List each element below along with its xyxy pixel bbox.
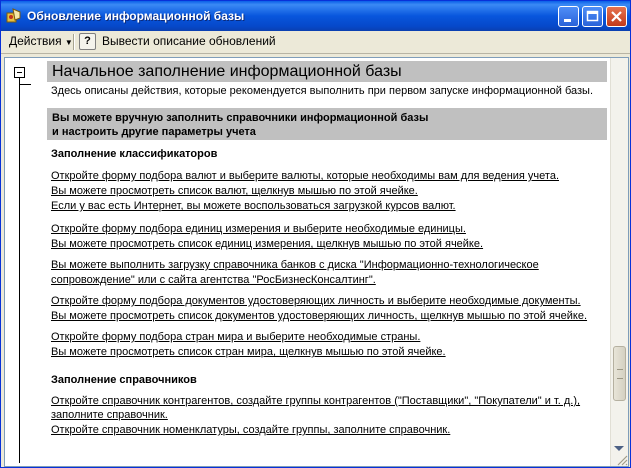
link-currency-rates[interactable]: Если у вас есть Интернет, вы можете воспользоваться загрузкой курсов валют. xyxy=(51,200,456,212)
section-classifiers-title: Заполнение классификаторов xyxy=(51,148,218,160)
link-counterparties[interactable]: Откройте справочник контрагентов, создайте группы контрагентов ("Поставщики", "Покупатели" и т. д.), xyxy=(51,395,581,407)
scroll-down-arrow-icon[interactable] xyxy=(614,446,624,451)
outline-line xyxy=(19,78,20,463)
link-countries-list[interactable]: Вы можете просмотреть список стран мира, щелкнув мышью по этой ячейке. xyxy=(51,346,446,358)
page-subtitle: Здесь описаны действия, которые рекомендуется выполнить при первом запуске информационной базы. xyxy=(51,85,594,97)
toolbar xyxy=(1,31,630,54)
link-currency-list[interactable]: Вы можете просмотреть список валют, щелкнув мышью по этой ячейке. xyxy=(51,185,418,197)
document-panel xyxy=(4,57,629,467)
instructions-banner xyxy=(47,108,607,140)
scrollbar-thumb[interactable] xyxy=(613,346,626,401)
minimize-icon xyxy=(559,7,578,26)
link-currency-select[interactable]: Откройте форму подбора валют и выберите валюты, которые необходимы вам для ведения учета. xyxy=(51,170,560,182)
link-countries-select[interactable]: Откройте форму подбора стран мира и выберите необходимые страны. xyxy=(51,331,421,343)
help-icon[interactable]: ? xyxy=(79,33,96,50)
describe-updates-button[interactable]: Вывести описание обновлений xyxy=(102,34,276,48)
link-units-select[interactable]: Откройте форму подбора единиц измерения и выберите необходимые единицы. xyxy=(51,223,466,235)
minimize-button[interactable] xyxy=(558,6,579,27)
outline-gutter xyxy=(5,58,33,466)
actions-menu[interactable] xyxy=(9,34,73,48)
toolbar-divider xyxy=(73,34,75,50)
maximize-button[interactable] xyxy=(582,6,603,27)
close-button[interactable] xyxy=(606,6,627,27)
banner-line-2: и настроить другие параметры учета xyxy=(52,126,256,138)
actions-menu-label: Действия xyxy=(9,34,62,48)
link-counterparties-cont[interactable]: заполните справочник. xyxy=(51,409,168,421)
section-catalogs-title: Заполнение справочников xyxy=(51,374,197,386)
maximize-icon xyxy=(583,7,602,26)
link-banks-load-cont[interactable]: сопровождение" или с сайта агентства "РосБизнесКонсалтинг". xyxy=(51,274,376,286)
link-nomenclature[interactable]: Откройте справочник номенклатуры, создайте группы, заполните справочник. xyxy=(51,424,451,436)
title-bar[interactable] xyxy=(1,1,630,31)
window-title: Обновление информационной базы xyxy=(27,9,245,23)
link-id-docs-list[interactable]: Вы можете просмотреть список документов удостоверяющих личность, щелкнув мышью по этой ячейке. xyxy=(51,310,588,322)
collapse-toggle-icon[interactable] xyxy=(14,67,25,78)
link-banks-load[interactable]: Вы можете выполнить загрузку справочника банков с диска "Информационно-технологическое xyxy=(51,259,539,271)
document-content xyxy=(43,58,608,466)
link-units-list[interactable]: Вы можете просмотреть список единиц измерения, щелкнув мышью по этой ячейке. xyxy=(51,238,484,250)
resize-grip-icon[interactable] xyxy=(616,454,628,466)
close-icon xyxy=(607,7,626,26)
page-title: Начальное заполнение информационной базы xyxy=(47,61,607,82)
app-icon xyxy=(6,8,22,24)
link-id-docs-select[interactable]: Откройте форму подбора документов удостоверяющих личность и выберите необходимые документы. xyxy=(51,295,581,307)
vertical-scrollbar[interactable] xyxy=(610,58,628,466)
chevron-down-icon: ▼ xyxy=(64,38,73,47)
outline-branch xyxy=(19,84,31,85)
banner-line-1: Вы можете вручную заполнить справочники информационной базы xyxy=(52,112,429,124)
